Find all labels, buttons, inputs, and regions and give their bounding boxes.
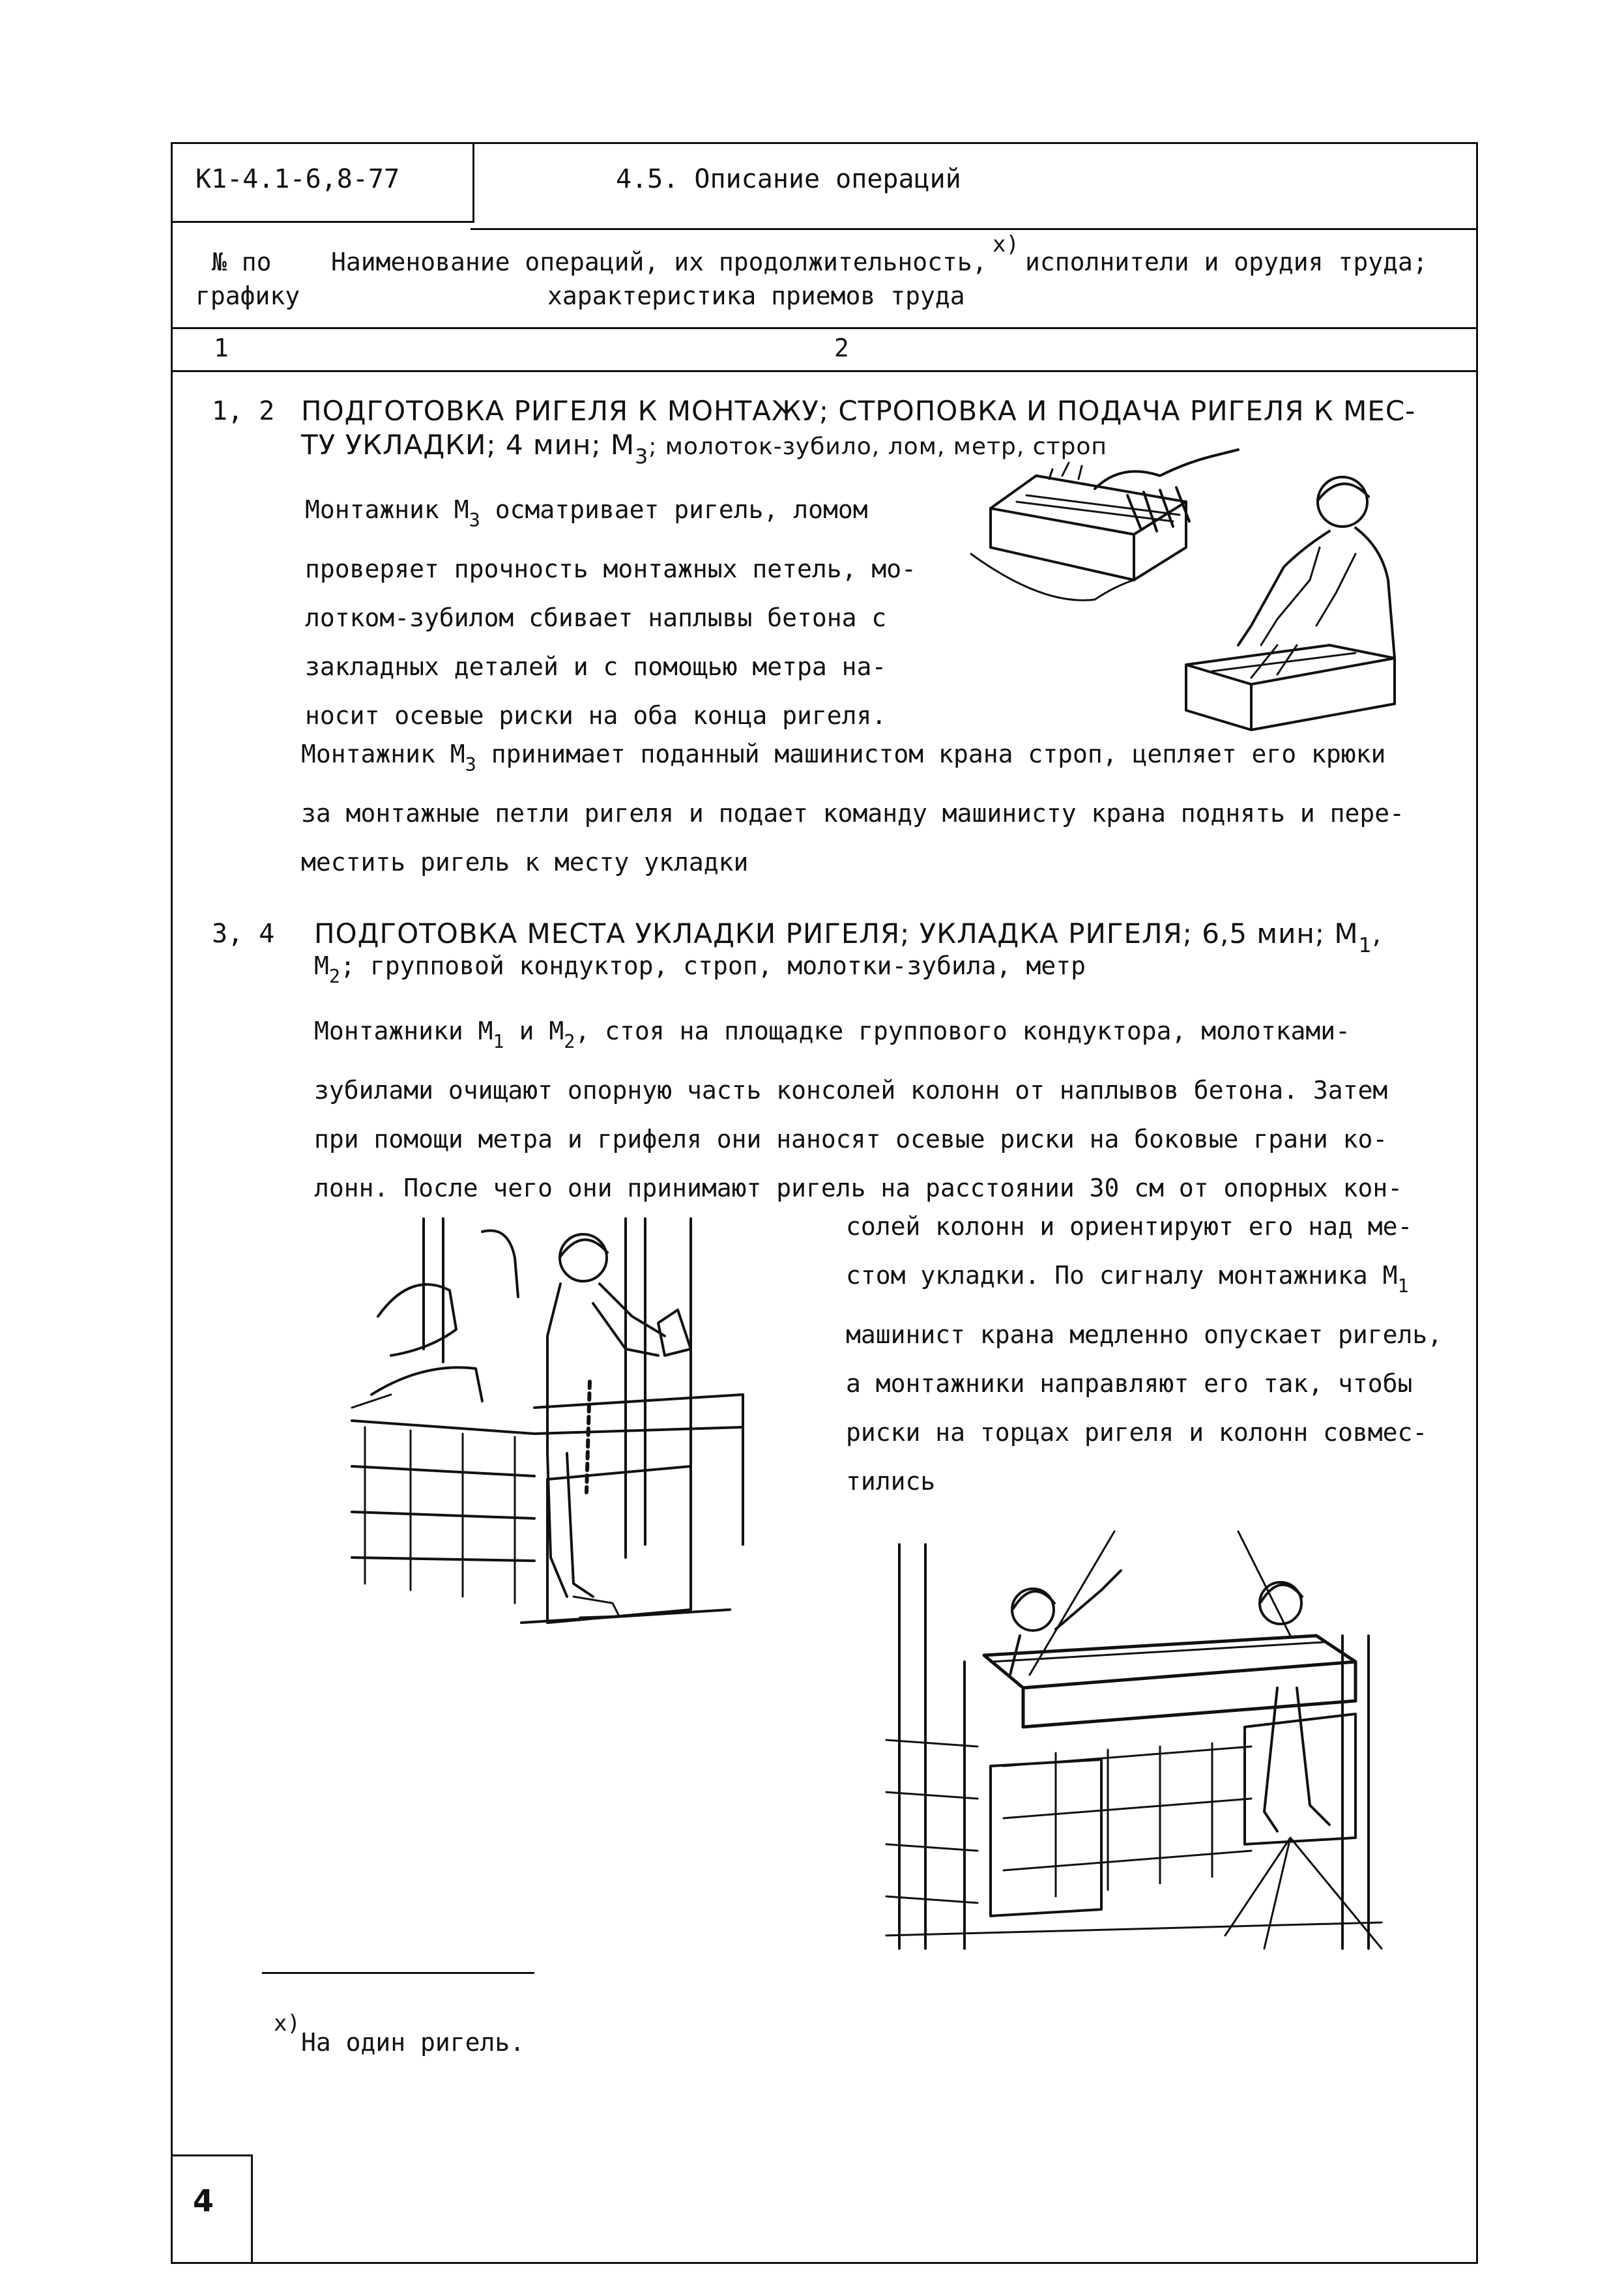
col2-header-marker: x) (993, 231, 1019, 257)
op1-title-line1: ПОДГОТОВКА РИГЕЛЯ К МОНТАЖУ; СТРОПОВКА И ПОДАЧА РИГЕЛЯ К МЕС- (301, 395, 1416, 427)
col-number-1: 1 (214, 334, 229, 362)
op1-paragraph1: Монтажник $М_3$ осматривает ригель, ломом проверяет прочность монтажных петель, мо- лотком-зубилом сбивает наплывы бетона с закладных деталей и с помощью метра на- носит осевые риски на оба конца ригеля. (305, 495, 916, 730)
op2-number: 3, 4 (212, 919, 275, 949)
op1-number: 1, 2 (212, 396, 275, 426)
col2-header-line1a: Наименование операций, их продолжительность, (331, 248, 987, 276)
col-header-rule (171, 327, 1476, 329)
footnote-text: На один ригель. (301, 2028, 525, 2057)
col1-header-line1: № по (212, 248, 272, 276)
illustration-column-marking (352, 1219, 769, 1740)
illustration-rigel-lowering (886, 1531, 1382, 1949)
op2-title-line1: ПОДГОТОВКА МЕСТА УКЛАДКИ РИГЕЛЯ; УКЛАДКА РИГЕЛЯ; 6,5 мин; $М_1$, (314, 918, 1382, 958)
op2-title-line2: $М_2$; групповой кондуктор, строп, молотки-зубила, метр (314, 951, 1086, 987)
page-number: 4 (193, 2183, 214, 2218)
col1-header-line2: графику (196, 282, 300, 310)
page-left-edge-mark (171, 142, 173, 2262)
col-number-2: 2 (834, 334, 849, 362)
op1-title-line2: ТУ УКЛАДКИ; 4 мин; $М_3$; молоток-зубило, лом, метр, строп (301, 429, 1107, 469)
col-number-rule (171, 370, 1476, 372)
header-rule (471, 228, 1476, 230)
illustration-rigel-marking (964, 450, 1434, 749)
section-title: 4.5. Описание операций (616, 164, 961, 194)
footnote-rule (262, 1972, 534, 1974)
op1-paragraph2: Монтажник $М_3$ принимает поданный машинистом крана строп, цепляет его крюки за монтажные петли ригеля и подает команду машинисту крана поднять и пере- местить ригель к месту укладки (301, 740, 1404, 877)
footnote-marker: x) (274, 2010, 300, 2036)
col2-header-line1b: исполнители и орудия труда; (1025, 248, 1428, 276)
col2-header-line2: характеристика приемов труда (547, 282, 965, 310)
doc-code: К1-4.1-6,8-77 (196, 164, 400, 194)
op2-paragraph-wide: Монтажники $М_1$ и $М_2$, стоя на площадке группового кондуктора, молотками- зубилами очищают опорную часть консолей колонн от наплывов бетона. Затем при помощи метра и грифеля они наносят осевые риски на боковые грани ко- лонн. После чего они принимают ригель на расстоянии 30 см от опорных кон- (314, 1017, 1403, 1202)
op2-paragraph-narrow: солей колонн и ориентируют его над ме- стом укладки. По сигналу монтажника $М_1$ машинист крана медленно опускает ригель, а монтажники направляют его так, чтобы риски на торцах ригеля и колонн совмес- тились (846, 1212, 1443, 1496)
